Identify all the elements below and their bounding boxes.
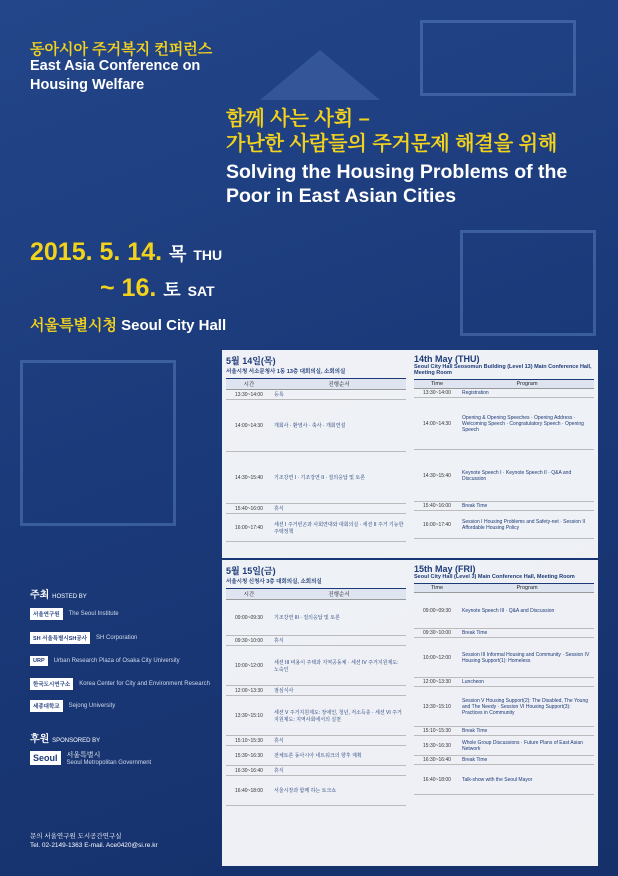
table-row (226, 400, 406, 452)
table-row (226, 776, 406, 806)
row-time: 10:00~12:00 (226, 646, 272, 686)
row-event: Keynote Speech I · Keynote Speech II · Q&A and Discussion (460, 450, 594, 502)
date-start-value: 2015. 5. 14. (30, 238, 163, 266)
row-event: 휴식 (272, 636, 406, 646)
venue-kr: 서울특별시청 (30, 317, 117, 334)
table-row (414, 502, 594, 511)
contact-info (30, 832, 158, 850)
host-logo: 세종대학교 (30, 700, 63, 712)
sponsored-by-label-en: SPONSORED BY (52, 738, 101, 744)
table-row (414, 756, 594, 765)
table-header (226, 589, 406, 600)
row-event: Session V Housing Support(2): The Disabled, The Young and The Needy · Session VI Housing Support(3): Practices in Community (460, 687, 594, 727)
row-event: Break Time (460, 502, 594, 511)
row-event: 서울시장과 함께 하는 토크쇼 (272, 776, 406, 806)
row-time: 16:40~18:00 (414, 765, 460, 795)
table-row (226, 746, 406, 766)
row-event: 세션 I 주거빈곤과 사회연대와 대회의실 · 세션 II 주거 기능한 주택정책 (272, 514, 406, 542)
host-logo: SH 서울특별시SH공사 (30, 632, 90, 644)
host-item (30, 608, 119, 620)
theme-kr (226, 107, 557, 157)
contact-line1: 문의 서울연구원 도시공간연구실 (30, 833, 122, 840)
row-time: 12:00~13:30 (414, 678, 460, 687)
row-time: 15:30~16:30 (226, 746, 272, 766)
col-time: 시간 (226, 379, 272, 390)
row-time: 14:30~15:40 (414, 450, 460, 502)
row-time: 15:40~16:00 (414, 502, 460, 511)
table-row (226, 390, 406, 400)
col-program: 진행순서 (272, 589, 406, 600)
schedule-en-day1 (414, 354, 594, 539)
row-event: 세션 III 비용이 주택과 지역공동체 · 세션 IV 주거지원제도: 노숙인 (272, 646, 406, 686)
background-house-shape (20, 360, 176, 526)
row-time: 14:00~14:30 (414, 398, 460, 450)
row-event: 세션 V 주거지원제도: 장애인, 청년, 저소득층 · 세션 VI 주거지원제도: 지역사회에서의 실천 (272, 696, 406, 736)
row-event: 기조강연 I · 기조강연 II · 질의응답 및 토론 (272, 452, 406, 504)
table-row (414, 593, 594, 629)
hosted-by-label-kr: 주최 (30, 590, 50, 601)
row-time: 16:30~16:40 (414, 756, 460, 765)
hosted-by-label-en: HOSTED BY (52, 594, 87, 600)
host-name: The Seoul Institute (68, 611, 119, 617)
row-event: Keynote Speech III · Q&A and Discussion (460, 593, 594, 629)
schedule-day-title: 5월 14일(목) (226, 356, 276, 366)
table-row (414, 629, 594, 638)
table-row (226, 504, 406, 514)
row-time: 10:00~12:00 (414, 638, 460, 678)
row-event: 휴식 (272, 766, 406, 776)
col-program: Program (460, 380, 594, 389)
row-time: 09:30~10:00 (414, 629, 460, 638)
table-header (414, 380, 594, 389)
table-row (226, 696, 406, 736)
row-time: 15:30~16:30 (414, 736, 460, 756)
row-event: Break Time (460, 727, 594, 736)
table-row (414, 736, 594, 756)
table-row (226, 514, 406, 542)
host-item (30, 700, 115, 712)
sponsored-by-heading (30, 730, 100, 745)
table-row (414, 389, 594, 398)
host-item (30, 632, 137, 644)
schedule-place: Seoul City Hall Seosomun Building (Level 13) Main Conference Hall, Meeting Room (414, 364, 592, 376)
table-row (226, 636, 406, 646)
row-event: Session III Informal Housing and Community · Session IV Housing Support(1): Homeless (460, 638, 594, 678)
row-event: Luncheon (460, 678, 594, 687)
table-row (226, 600, 406, 636)
row-time: 09:00~09:30 (414, 593, 460, 629)
sponsored-by-label-kr: 후원 (30, 734, 50, 745)
host-name: Urban Research Plaza of Osaka City University (53, 658, 180, 664)
row-event: Break Time (460, 756, 594, 765)
host-logo: 서울연구원 (30, 608, 63, 620)
schedule-day-title: 5월 15일(금) (226, 566, 276, 576)
row-event: Registration (460, 389, 594, 398)
schedule-table (414, 379, 594, 539)
hosted-by-heading (30, 586, 87, 601)
row-time: 14:30~15:40 (226, 452, 272, 504)
col-time: 시간 (226, 589, 272, 600)
table-row (226, 766, 406, 776)
sponsor-names (67, 750, 152, 766)
schedule-kr-day1 (226, 354, 406, 542)
row-event: 휴식 (272, 736, 406, 746)
host-logo: 한국도시연구소 (30, 678, 73, 690)
host-name: Sejong University (68, 703, 116, 709)
venue (30, 314, 226, 335)
date-end (100, 274, 215, 303)
date-start-day-kr: 목 (169, 244, 187, 264)
row-time: 09:00~09:30 (226, 600, 272, 636)
schedule-day-title: 14th May (THU) (414, 354, 480, 364)
conference-title-en: East Asia Conference on Housing Welfare (30, 58, 201, 93)
schedule-place: 서울시청 서소문청사 1동 13층 대회의실, 소회의실 (226, 369, 346, 375)
row-time: 12:00~13:30 (226, 686, 272, 696)
table-header (414, 584, 594, 593)
host-logo: URP (30, 656, 48, 666)
row-event: 기조강연 III · 질의응답 및 토론 (272, 600, 406, 636)
table-row (414, 687, 594, 727)
row-event: 전체토론 동아시아 네트워크의 향후 계획 (272, 746, 406, 766)
row-time: 16:40~18:00 (226, 776, 272, 806)
table-row (414, 765, 594, 795)
host-item (30, 678, 210, 690)
schedule-en-day2 (414, 564, 594, 795)
row-time: 15:10~15:30 (226, 736, 272, 746)
sponsor-item (30, 750, 151, 766)
schedule-day-title: 15th May (FRI) (414, 564, 476, 574)
table-row (414, 398, 594, 450)
row-event: 점심식사 (272, 686, 406, 696)
row-time: 16:00~17:40 (226, 514, 272, 542)
table-row (414, 638, 594, 678)
row-time: 14:00~14:30 (226, 400, 272, 452)
table-row (414, 450, 594, 502)
background-roof-shape (260, 50, 380, 100)
row-time: 15:40~16:00 (226, 504, 272, 514)
row-time: 16:30~16:40 (226, 766, 272, 776)
date-end-day-en: SAT (187, 283, 215, 299)
theme-kr-line1: 함께 사는 사회 – (226, 108, 370, 130)
row-event: Talk-show with the Seoul Mayor (460, 765, 594, 795)
seoul-logo: Seoul (30, 751, 61, 765)
theme-kr-line2: 가난한 사람들의 주거문제 해결을 위해 (226, 133, 558, 155)
date-start (30, 238, 222, 267)
background-house-shape (460, 230, 596, 336)
table-header (226, 379, 406, 390)
sponsor-name-en: Seoul Metropolitan Government (66, 760, 152, 766)
table-row (226, 736, 406, 746)
col-time: Time (414, 380, 460, 389)
table-row (414, 727, 594, 736)
row-time: 13:30~15:10 (226, 696, 272, 736)
row-event: Session I Housing Problems and Safety-net · Session II Affordable Housing Policy (460, 511, 594, 539)
row-event: 개회사 · 환영사 · 축사 · 개회연설 (272, 400, 406, 452)
host-name: SH Corporation (96, 635, 138, 641)
row-time: 09:30~10:00 (226, 636, 272, 646)
row-time: 13:30~14:00 (226, 390, 272, 400)
venue-en: Seoul City Hall (121, 317, 227, 334)
host-name: Korea Center for City and Environment Research (79, 681, 210, 687)
row-event: 휴식 (272, 504, 406, 514)
table-row (414, 511, 594, 539)
table-row (414, 678, 594, 687)
schedule-table (226, 378, 406, 542)
background-house-shape (420, 20, 576, 96)
date-end-day-kr: 토 (163, 280, 181, 300)
sponsor-name-kr: 서울특별시 (66, 752, 101, 759)
table-row (226, 646, 406, 686)
row-time: 15:10~15:30 (414, 727, 460, 736)
schedule-table (226, 588, 406, 806)
theme-en: Solving the Housing Problems of the Poor in East Asian Cities (226, 161, 568, 207)
date-start-day-en: THU (193, 247, 223, 263)
col-time: Time (414, 584, 460, 593)
row-time: 13:30~14:00 (414, 389, 460, 398)
row-time: 13:30~15:10 (414, 687, 460, 727)
col-program: Program (460, 584, 594, 593)
schedule-place: 서울시청 신청사 3층 대회의실, 소회의실 (226, 579, 322, 585)
table-row (226, 686, 406, 696)
schedule-table (414, 583, 594, 795)
row-event: Whole Group Discussions · Future Plans of East Asian Network (460, 736, 594, 756)
schedule-kr-day2 (226, 564, 406, 806)
row-event: Opening & Opening Speeches · Opening Address · Welcoming Speech · Congratulatory Speech · Opening Speech (460, 398, 594, 450)
col-program: 진행순서 (272, 379, 406, 390)
host-item (30, 656, 180, 666)
contact-line2: Tel. 02-2149-1363 E-mail. Ace0420@si.re.kr (30, 842, 158, 849)
row-event: 등록 (272, 390, 406, 400)
date-end-value: ~ 16. (100, 274, 157, 302)
row-event: Break Time (460, 629, 594, 638)
row-time: 16:00~17:40 (414, 511, 460, 539)
schedule-place: Seoul City Hall (Level 3) Main Conference Hall, Meeting Room (414, 574, 575, 580)
table-row (226, 452, 406, 504)
conference-title-kr: 동아시아 주거복지 컨퍼런스 (30, 41, 213, 58)
